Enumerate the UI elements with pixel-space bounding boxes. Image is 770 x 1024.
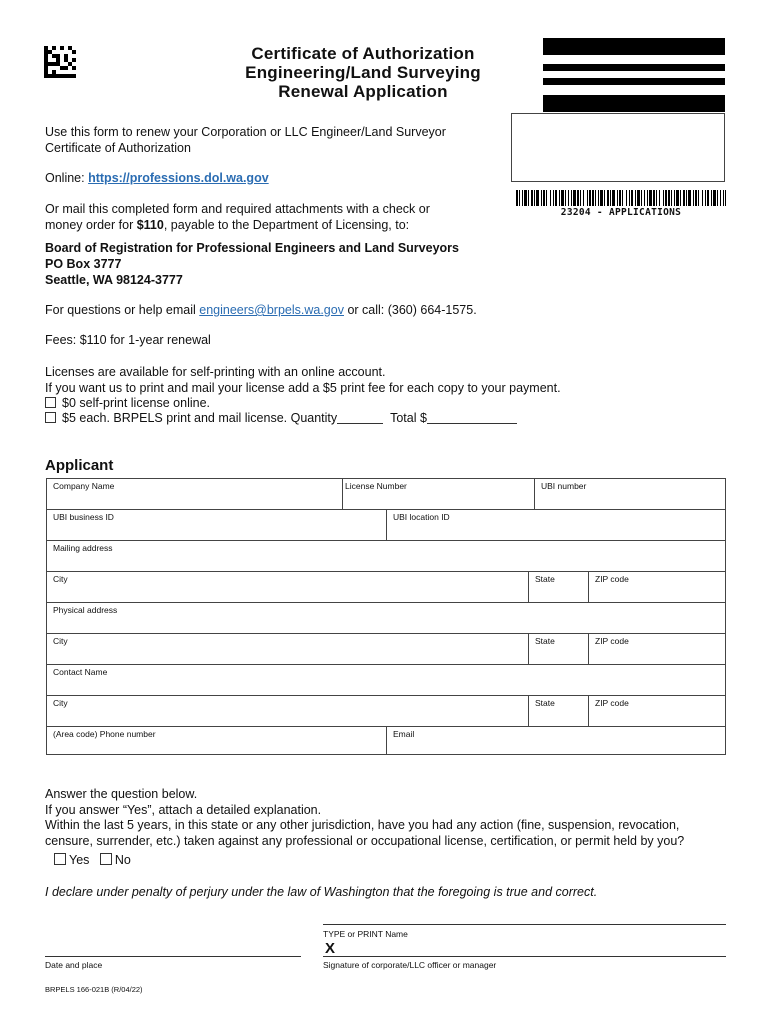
total-field[interactable] [427, 412, 517, 424]
office-stamp-box [511, 113, 725, 182]
barcode-text: 23204 - APPLICATIONS [560, 207, 682, 218]
applicant-heading: Applicant [45, 457, 114, 474]
field-label: UBI location ID [393, 512, 450, 522]
mail-line [45, 217, 409, 233]
contact-name-field[interactable] [47, 665, 726, 696]
mailing-state-field[interactable] [529, 572, 589, 603]
phone-field[interactable] [47, 727, 387, 754]
mailing-city-field[interactable] [47, 572, 529, 603]
yes-no-options [54, 852, 131, 868]
print-name-label: TYPE or PRINT Name [323, 929, 408, 939]
yes-checkbox[interactable] [54, 853, 66, 865]
physical-zip-field[interactable] [589, 634, 726, 665]
contact-text: For questions or help email [45, 303, 200, 317]
online-line [45, 170, 269, 186]
quantity-field[interactable] [337, 412, 383, 424]
yes-label: Yes [69, 853, 90, 867]
no-checkbox[interactable] [100, 853, 112, 865]
ubi-number-field[interactable] [535, 479, 726, 510]
title-line: Engineering/Land Surveying [245, 63, 481, 82]
signature-line[interactable] [323, 956, 726, 957]
field-label: City [53, 636, 68, 646]
mailing-address-field[interactable] [47, 541, 726, 572]
mail-line: Or mail this completed form and required attachments with a check or [45, 202, 430, 216]
question-line: censure, surrender, etc.) taken against any professional or occupational license, certification, or permit held by you? [45, 834, 685, 848]
online-link[interactable]: https://professions.dol.wa.gov [88, 171, 269, 185]
question-line: If you answer “Yes”, attach a detailed explanation. [45, 803, 322, 817]
office-use-bar [543, 38, 725, 55]
email-link[interactable]: engineers@brpels.wa.gov [199, 303, 344, 317]
intro-line: Certificate of Authorization [45, 141, 191, 155]
field-label: Contact Name [53, 667, 108, 677]
date-place-line[interactable] [45, 956, 301, 957]
question-line: Within the last 5 years, in this state or any other jurisdiction, have you had any action (fine, suspension, revocation, [45, 818, 680, 832]
declaration: I declare under penalty of perjury under the law of Washington that the foregoing is true and correct. [45, 885, 598, 899]
print-name-line[interactable] [323, 924, 726, 925]
applicant-table [46, 478, 726, 755]
office-use-bar [543, 64, 725, 71]
qr-code-icon [44, 46, 76, 78]
field-label: City [53, 574, 68, 584]
contact-state-field[interactable] [529, 696, 589, 727]
intro-line: Use this form to renew your Corporation or LLC Engineer/Land Surveyor [45, 125, 446, 139]
office-use-bar [543, 95, 725, 112]
address-line: Board of Registration for Professional Engineers and Land Surveyors [45, 241, 459, 255]
barcode-icon [516, 190, 726, 206]
option-label: $0 self-print license online. [62, 396, 210, 410]
field-label: State [535, 636, 555, 646]
self-print-option [45, 395, 210, 411]
field-label: Mailing address [53, 543, 113, 553]
option-label: $5 each. BRPELS print and mail license. Quantity [62, 411, 338, 425]
mail-text: , payable to the Department of Licensing, to: [163, 218, 410, 232]
field-label: UBI business ID [53, 512, 114, 522]
field-label: License Number [345, 481, 407, 491]
license-print-line: If you want us to print and mail your license add a $5 print fee for each copy to your payment. [45, 381, 561, 395]
ubi-business-id-field[interactable] [47, 510, 387, 541]
signature-label: Signature of corporate/LLC officer or manager [323, 960, 497, 970]
fees-line: Fees: $110 for 1-year renewal [45, 333, 211, 347]
field-label: State [535, 574, 555, 584]
contact-zip-field[interactable] [589, 696, 726, 727]
field-label: Email [393, 729, 415, 739]
address-line: PO Box 3777 [45, 257, 122, 271]
ubi-location-id-field[interactable] [387, 510, 726, 541]
online-label: Online: [45, 171, 89, 185]
title-line: Certificate of Authorization [251, 44, 475, 63]
company-name-field[interactable] [47, 479, 343, 510]
field-label: (Area code) Phone number [53, 729, 156, 739]
field-label: ZIP code [595, 574, 629, 584]
total-label: Total $ [390, 411, 427, 425]
contact-city-field[interactable] [47, 696, 529, 727]
physical-state-field[interactable] [529, 634, 589, 665]
mail-amount: $110 [136, 218, 164, 232]
address-line: Seattle, WA 98124-3777 [45, 273, 183, 287]
physical-address-field[interactable] [47, 603, 726, 634]
physical-city-field[interactable] [47, 634, 529, 665]
signature-x-mark: X [325, 940, 336, 957]
field-label: ZIP code [595, 698, 629, 708]
license-number-field[interactable] [343, 479, 535, 510]
mailing-zip-field[interactable] [589, 572, 726, 603]
form-title [200, 44, 526, 101]
office-use-bar [543, 78, 725, 85]
no-label: No [114, 853, 131, 867]
contact-text: or call: (360) 664-1575. [343, 303, 477, 317]
field-label: City [53, 698, 68, 708]
mail-print-checkbox[interactable] [45, 412, 56, 423]
mail-text: money order for [45, 218, 137, 232]
contact-line [45, 302, 477, 318]
field-label: UBI number [541, 481, 587, 491]
title-line: Renewal Application [278, 82, 448, 101]
question-line: Answer the question below. [45, 787, 198, 801]
self-print-checkbox[interactable] [45, 397, 56, 408]
license-print-line: Licenses are available for self-printing with an online account. [45, 365, 386, 379]
date-place-label: Date and place [45, 960, 103, 970]
field-label: ZIP code [595, 636, 629, 646]
field-label: Physical address [53, 605, 118, 615]
form-number: BRPELS 166-021B (R/04/22) [45, 985, 143, 994]
mail-print-option [45, 410, 517, 426]
field-label: Company Name [53, 481, 115, 491]
email-field[interactable] [387, 727, 726, 754]
field-label: State [535, 698, 555, 708]
